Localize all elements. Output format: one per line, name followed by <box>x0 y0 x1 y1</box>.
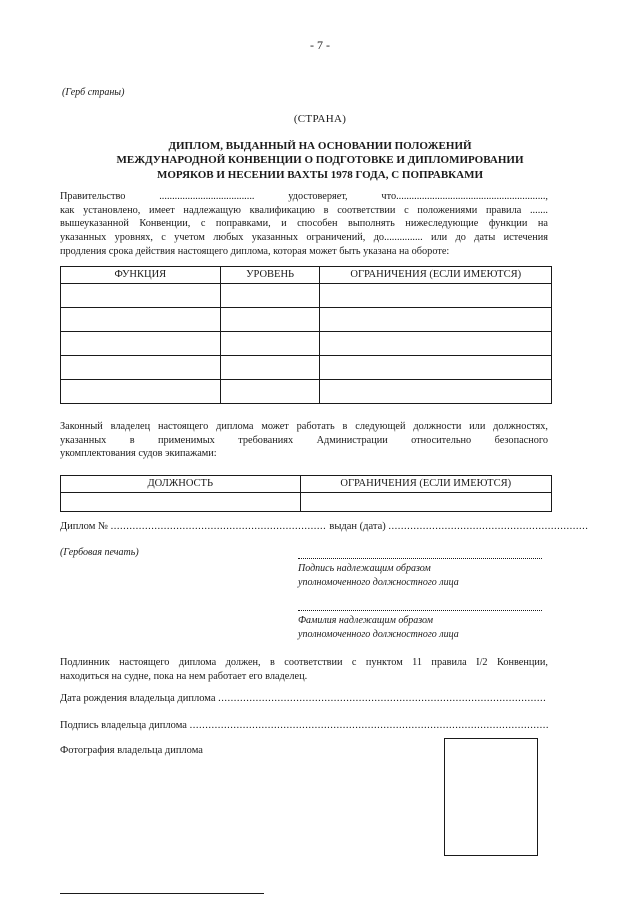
function-cell[interactable] <box>61 308 221 332</box>
table-row <box>61 284 552 308</box>
functions-table <box>60 266 552 404</box>
limitations-cell[interactable] <box>300 493 552 512</box>
paragraph-line: указанных в применимых требованиях Администрации относительно безопасного <box>60 434 548 446</box>
table-row <box>61 356 552 380</box>
positions-table <box>60 475 552 512</box>
caption-line: уполномоченного должностного лица <box>298 628 459 640</box>
paragraph-line: укомплектования судов экипажами: <box>60 448 217 460</box>
official-signature-caption <box>298 562 548 589</box>
holder-photo-box[interactable] <box>444 738 538 856</box>
paragraph-line: продления срока действия настоящего диплома, которая может быть указана на обороте: <box>60 245 450 257</box>
holder-photo-label: Фотография владельца диплома <box>60 745 203 756</box>
paragraph-line: Подлинник настоящего диплома должен, в соответствии с пунктом 11 правила I/2 Конвенции, <box>60 657 548 668</box>
column-header-limitations: ОГРАНИЧЕНИЯ (ЕСЛИ ИМЕЮТСЯ) <box>300 476 552 493</box>
level-cell[interactable] <box>220 308 320 332</box>
country-heading: (СТРАНА) <box>293 113 347 125</box>
limitations-cell[interactable] <box>320 380 552 404</box>
page-number: - 7 - <box>310 38 330 52</box>
official-name-caption <box>298 614 548 641</box>
holder-signature-label: Подпись владельца диплома <box>60 720 187 731</box>
diploma-number-field[interactable]: ..................................................................... <box>110 521 330 532</box>
limitations-cell[interactable] <box>320 284 552 308</box>
level-cell[interactable] <box>220 284 320 308</box>
table-header-row <box>61 476 552 493</box>
holder-positions-paragraph <box>60 420 548 461</box>
limitations-cell[interactable] <box>320 332 552 356</box>
birth-date-field[interactable]: ......................................................................................................... <box>218 693 547 704</box>
level-cell[interactable] <box>220 380 320 404</box>
function-cell[interactable] <box>61 284 221 308</box>
paragraph-line: как установлено, имеет надлежащую квалификацию в соответствии с положениями правила ....... <box>60 204 548 216</box>
table-row <box>61 332 552 356</box>
paragraph-line: Законный владелец настоящего диплома может работать в следующей должности или должностях, <box>60 421 548 432</box>
coat-of-arms-placeholder: (Герб страны) <box>62 87 125 98</box>
caption-line: Фамилия надлежащим образом <box>298 615 434 626</box>
column-header-limitations: ОГРАНИЧЕНИЯ (ЕСЛИ ИМЕЮТСЯ) <box>320 267 552 284</box>
table-row <box>61 380 552 404</box>
birth-date-row <box>60 692 547 706</box>
paragraph-line: Правительство ..................................... удостоверяет, что.........................................................., <box>60 191 548 202</box>
paragraph-line: находиться на судне, пока на нем работает его владелец. <box>60 670 308 682</box>
function-cell[interactable] <box>61 356 221 380</box>
function-cell[interactable] <box>61 380 221 404</box>
limitations-cell[interactable] <box>320 308 552 332</box>
official-name-line[interactable] <box>298 610 542 611</box>
column-header-level: УРОВЕНЬ <box>220 267 320 284</box>
footnote-separator <box>60 893 264 894</box>
diploma-number-label: Диплом № <box>60 521 108 532</box>
official-signature-line[interactable] <box>298 558 542 559</box>
level-cell[interactable] <box>220 332 320 356</box>
diploma-number-row <box>60 520 589 534</box>
holder-signature-row <box>60 719 549 733</box>
holder-signature-field[interactable]: ................................................................................................................... <box>189 720 549 731</box>
column-header-function: ФУНКЦИЯ <box>61 267 221 284</box>
level-cell[interactable] <box>220 356 320 380</box>
position-cell[interactable] <box>61 493 301 512</box>
issued-date-label: выдан (дата) <box>329 521 386 532</box>
title-line: МОРЯКОВ И НЕСЕНИИ ВАХТЫ 1978 ГОДА, С ПОПРАВКАМИ <box>156 168 484 181</box>
function-cell[interactable] <box>61 332 221 356</box>
column-header-position: ДОЛЖНОСТЬ <box>61 476 301 493</box>
birth-date-label: Дата рождения владельца диплома <box>60 693 216 704</box>
table-row <box>61 493 552 512</box>
paragraph-line: вышеуказанной Конвенции, с поправками, и способен выполнять нижеследующие функции на <box>60 218 548 230</box>
document-title <box>60 139 580 182</box>
table-header-row <box>61 267 552 284</box>
original-on-board-paragraph <box>60 656 548 683</box>
caption-line: уполномоченного должностного лица <box>298 576 459 588</box>
table-row <box>61 308 552 332</box>
title-line: ДИПЛОМ, ВЫДАННЫЙ НА ОСНОВАНИИ ПОЛОЖЕНИЙ <box>168 140 472 152</box>
title-line: МЕЖДУНАРОДНОЙ КОНВЕНЦИИ О ПОДГОТОВКЕ И ДИПЛОМИРОВАНИИ <box>116 154 524 167</box>
limitations-cell[interactable] <box>320 356 552 380</box>
certification-paragraph <box>60 190 548 258</box>
caption-line: Подпись надлежащим образом <box>298 563 431 574</box>
issued-date-field[interactable]: ................................................................ <box>388 521 589 532</box>
paragraph-line: указанных уровнях, с учетом любых указанных ограничений, до............... или до даты истечения <box>60 232 548 244</box>
official-seal-placeholder: (Гербовая печать) <box>60 547 139 558</box>
